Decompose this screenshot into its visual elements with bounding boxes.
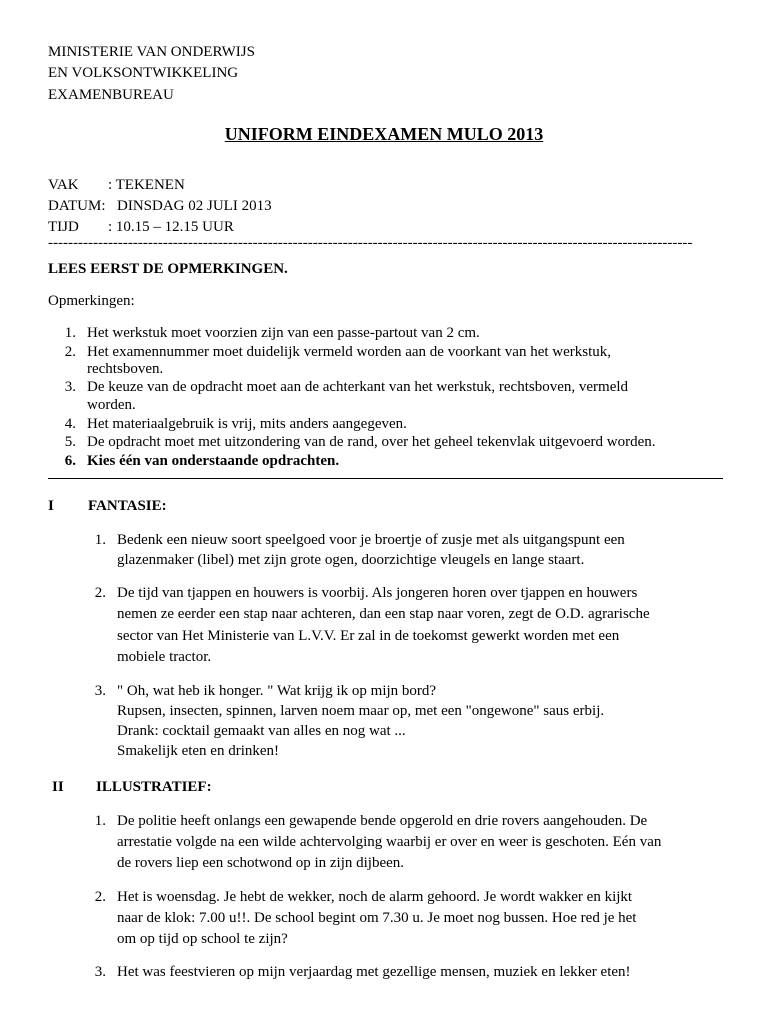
item-text: De politie heeft onlangs een gewapende bende opgerold en drie rovers aangehouden. De xyxy=(117,813,648,829)
remark-number: 6. xyxy=(64,453,76,469)
section-divider xyxy=(48,478,723,479)
remark-number: 4. xyxy=(64,416,76,432)
item-text: naar de klok: 7.00 u!!. De school begint om 7.30 u. Je moet nog bussen. Hoe red je het xyxy=(117,910,637,926)
page-title: UNIFORM EINDEXAMEN MULO 2013 xyxy=(224,124,544,144)
item-text: Smakelijk eten en drinken! xyxy=(117,743,280,759)
remark-text: Kies één van onderstaande opdrachten. xyxy=(87,453,340,469)
remark-text: worden. xyxy=(87,397,136,413)
item-text: mobiele tractor. xyxy=(117,649,212,665)
item-text: Drank: cocktail gemaakt van alles en nog wat ... xyxy=(117,723,406,739)
datum-value: DINSDAG 02 JULI 2013 xyxy=(117,198,272,214)
remark-text: rechtsboven. xyxy=(87,361,164,377)
remark-text: Het examennummer moet duidelijk vermeld worden aan de voorkant van het werkstuk, xyxy=(87,344,612,360)
remark-text: Het werkstuk moet voorzien zijn van een passe-partout van 2 cm. xyxy=(87,325,480,341)
ministry-line-3: EXAMENBUREAU xyxy=(48,87,174,103)
item-text: arrestatie volgde na een wilde achtervolging waarbij er over en weer is geschoten. Eén van xyxy=(117,834,662,850)
item-text: om op tijd op school te zijn? xyxy=(117,931,288,947)
remark-number: 2. xyxy=(64,344,76,360)
item-number: 2. xyxy=(94,889,106,905)
remark-number: 1. xyxy=(64,325,76,341)
section-title: FANTASIE: xyxy=(88,498,167,514)
remark-text: De opdracht moet met uitzondering van de rand, over het geheel tekenvlak uitgevoerd worden. xyxy=(87,434,656,450)
item-text: sector van Het Ministerie van L.V.V. Er zal in de toekomst gewerkt worden met een xyxy=(117,628,620,644)
item-text: nemen ze eerder een stap naar achteren, dan een stap naar voren, zegt de O.D. agrarische xyxy=(117,606,650,622)
vak-value: : TEKENEN xyxy=(108,177,185,193)
notice-heading: LEES EERST DE OPMERKINGEN. xyxy=(48,261,288,277)
item-text: de rovers liep een schotwond op in zijn dijbeen. xyxy=(117,855,405,871)
item-number: 3. xyxy=(94,683,106,699)
datum-label: DATUM: xyxy=(48,198,106,214)
item-number: 1. xyxy=(94,813,106,829)
dashed-separator: --------------------------------------------------------------------------------------------------------------------------------- xyxy=(48,235,693,251)
remark-text: De keuze van de opdracht moet aan de achterkant van het werkstuk, rechtsboven, vermeld xyxy=(87,379,629,395)
section-number: I xyxy=(48,498,54,514)
ministry-line-2: EN VOLKSONTWIKKELING xyxy=(48,65,239,81)
item-text: glazenmaker (libel) met zijn grote ogen, doorzichtige vleugels en lange staart. xyxy=(117,552,585,568)
remark-number: 3. xyxy=(64,379,76,395)
section-title: ILLUSTRATIEF: xyxy=(96,779,212,795)
item-number: 1. xyxy=(94,532,106,548)
remarks-heading: Opmerkingen: xyxy=(48,293,135,309)
ministry-line-1: MINISTERIE VAN ONDERWIJS xyxy=(48,44,255,60)
item-text: Bedenk een nieuw soort speelgoed voor je broertje of zusje met als uitgangspunt een xyxy=(117,532,625,548)
item-number: 2. xyxy=(94,585,106,601)
remark-number: 5. xyxy=(64,434,76,450)
section-number: II xyxy=(52,779,64,795)
item-text: De tijd van tjappen en houwers is voorbij. Als jongeren horen over tjappen en houwers xyxy=(117,585,638,601)
vak-label: VAK xyxy=(48,177,79,193)
item-text: Rupsen, insecten, spinnen, larven noem maar op, met een "ongewone" saus erbij. xyxy=(117,703,605,719)
remark-text: Het materiaalgebruik is vrij, mits anders aangegeven. xyxy=(87,416,407,432)
item-number: 3. xyxy=(94,964,106,980)
tijd-label: TIJD xyxy=(48,219,79,235)
item-text: Het is woensdag. Je hebt de wekker, noch de alarm gehoord. Je wordt wakker en kijkt xyxy=(117,889,633,905)
item-text: Het was feestvieren op mijn verjaardag met gezellige mensen, muziek en lekker eten! xyxy=(117,964,631,980)
item-text: " Oh, wat heb ik honger. " Wat krijg ik op mijn bord? xyxy=(117,683,437,699)
tijd-value: : 10.15 – 12.15 UUR xyxy=(108,219,234,235)
